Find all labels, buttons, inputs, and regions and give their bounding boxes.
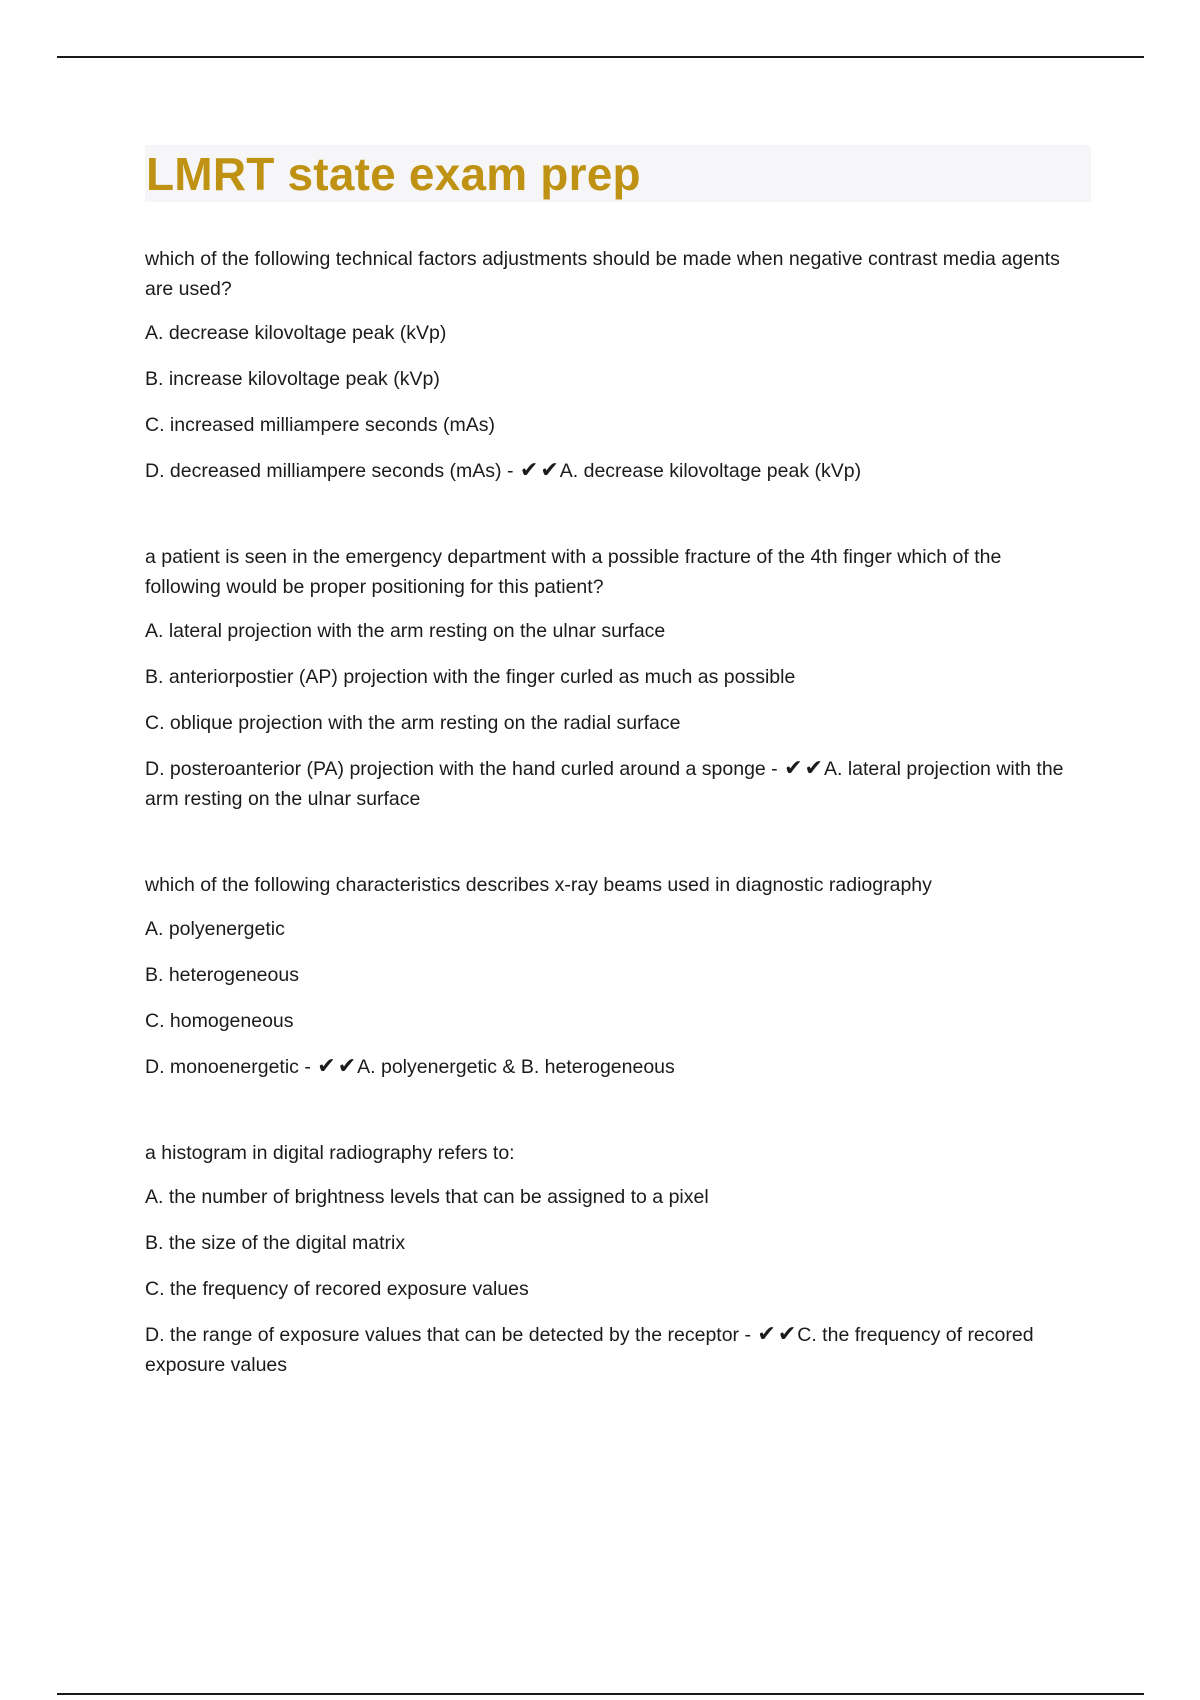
page-title: LMRT state exam prep — [146, 148, 641, 200]
answer-text: A. polyenergetic & B. heterogeneous — [357, 1056, 675, 1078]
option-d-with-answer — [145, 754, 1080, 814]
option-b: B. anteriorpostier (AP) projection with the finger curled as much as possible — [145, 666, 796, 688]
answer-text: C. the frequency of recored exposure values — [145, 1324, 1034, 1376]
option-d: D. the range of exposure values that can be detected by the receptor — [145, 1324, 740, 1346]
question-block — [145, 1138, 1080, 1380]
check-icon: ✔ — [519, 458, 539, 483]
check-icon: ✔ — [757, 1322, 776, 1347]
check-icon: ✔ — [337, 1054, 357, 1079]
option-d: D. decreased milliampere seconds (mAs) — [145, 460, 502, 482]
answer-separator: - — [298, 1056, 317, 1078]
question-block — [145, 244, 1080, 486]
question-text: a histogram in digital radiography refers to: — [145, 1142, 515, 1164]
option-c: C. increased milliampere seconds (mAs) — [145, 414, 496, 436]
answer-separator: - — [501, 460, 519, 482]
check-icon: ✔ — [317, 1054, 336, 1079]
option-a: A. polyenergetic — [145, 918, 285, 940]
answer-separator: - — [765, 758, 784, 780]
question-block — [145, 870, 1080, 1082]
question-text: which of the following technical factors adjustments should be made when negative contrast media agents are used? — [145, 248, 1060, 300]
option-b: B. increase kilovoltage peak (kVp) — [145, 368, 440, 390]
question-text: which of the following characteristics describes x-ray beams used in diagnostic radiography — [145, 874, 932, 896]
top-rule — [57, 56, 1144, 58]
option-d: D. monoenergetic — [145, 1056, 299, 1078]
check-icon: ✔ — [804, 756, 823, 781]
answer-text: A. lateral projection with the arm resting on the ulnar surface — [145, 758, 1064, 810]
option-d-with-answer — [145, 456, 1080, 486]
option-c: C. homogeneous — [145, 1010, 294, 1032]
option-d-with-answer — [145, 1052, 1080, 1082]
option-c: C. oblique projection with the arm resting on the radial surface — [145, 712, 681, 734]
question-text: a patient is seen in the emergency department with a possible fracture of the 4th finger which of the following would be proper positioning for this patient? — [145, 546, 1002, 598]
bottom-rule — [57, 1693, 1144, 1695]
option-b: B. the size of the digital matrix — [145, 1232, 406, 1254]
option-d-with-answer — [145, 1320, 1080, 1380]
check-icon: ✔ — [540, 458, 559, 483]
option-a: A. the number of brightness levels that can be assigned to a pixel — [145, 1186, 709, 1208]
answer-text: A. decrease kilovoltage peak (kVp) — [559, 460, 862, 482]
check-icon: ✔ — [777, 1322, 797, 1347]
option-a: A. lateral projection with the arm resting on the ulnar surface — [145, 620, 666, 642]
option-a: A. decrease kilovoltage peak (kVp) — [145, 322, 447, 344]
check-icon: ✔ — [784, 756, 803, 781]
question-block — [145, 542, 1080, 814]
document-body — [145, 244, 1080, 1436]
option-b: B. heterogeneous — [145, 964, 299, 986]
option-d: D. posteroanterior (PA) projection with the hand curled around a sponge — [145, 758, 766, 780]
option-c: C. the frequency of recored exposure values — [145, 1278, 529, 1300]
answer-separator: - — [739, 1324, 757, 1346]
